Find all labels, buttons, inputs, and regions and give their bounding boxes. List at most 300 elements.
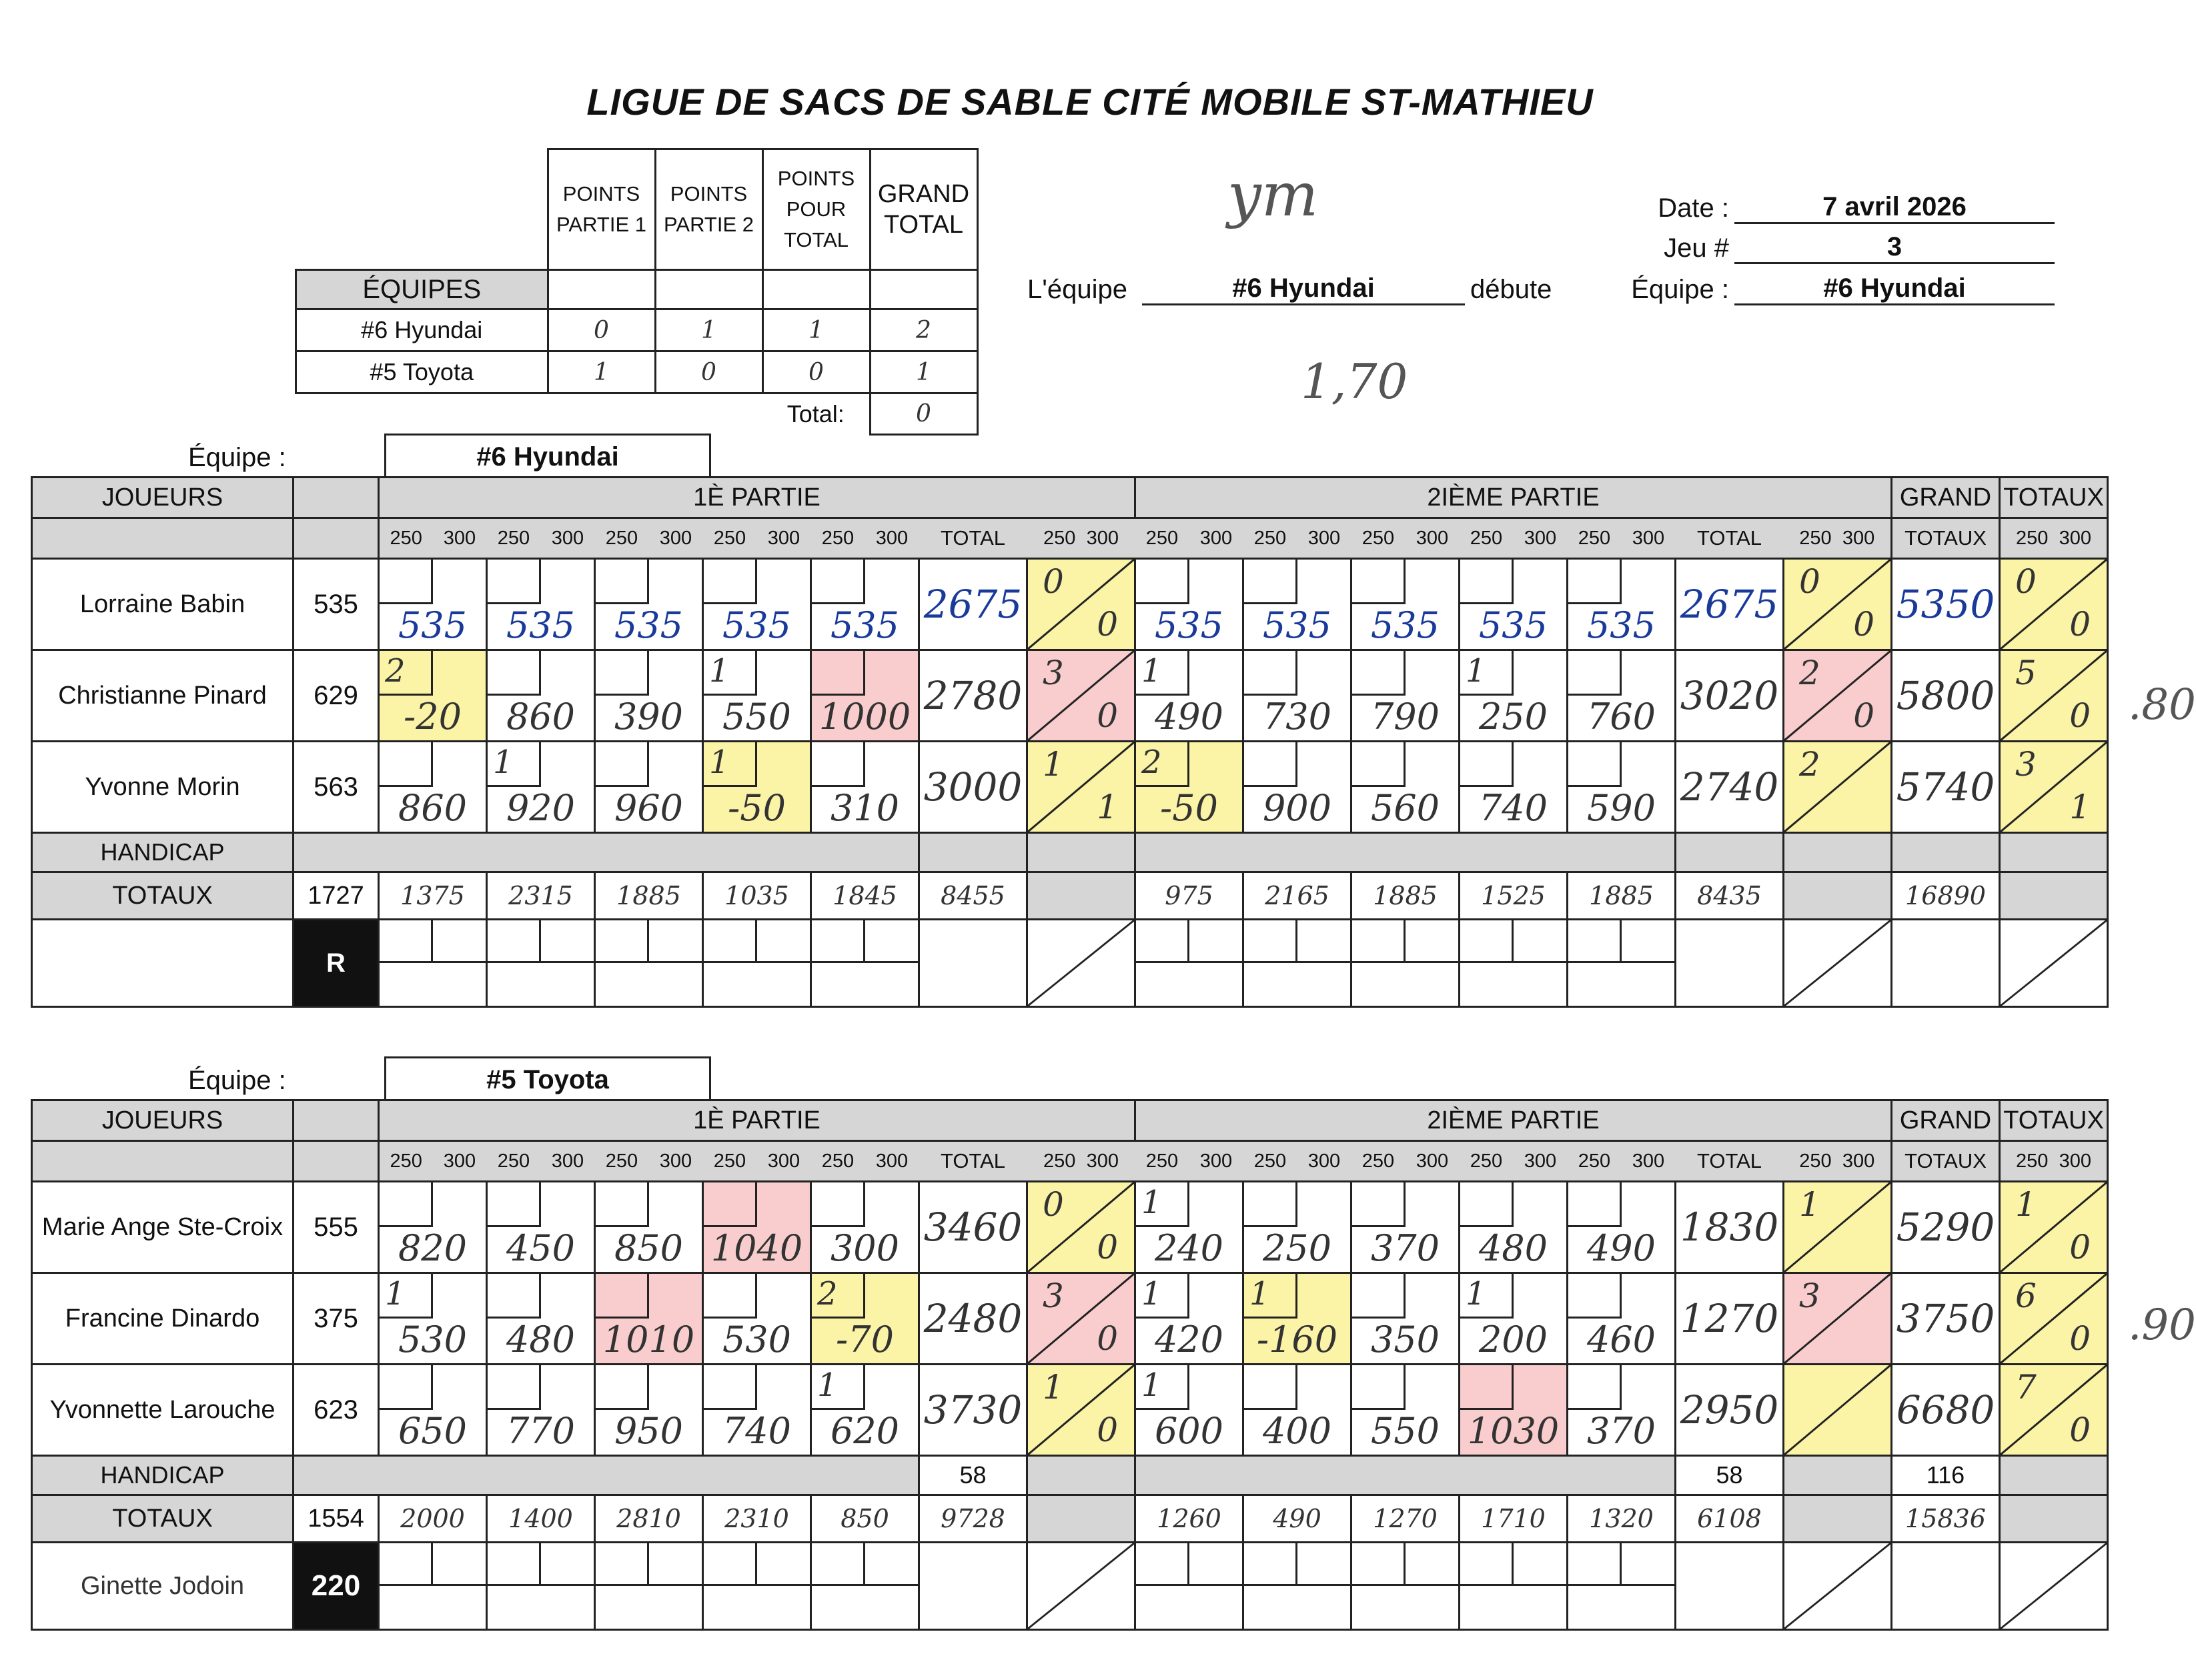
empty-grand-cell — [1892, 1543, 2000, 1630]
game-score: 550 — [1370, 1410, 1440, 1452]
total-score: 1885 — [1351, 872, 1460, 920]
team-name: #6 Hyundai — [296, 309, 548, 351]
game-score-cell — [1568, 650, 1676, 742]
score-300-header: 300 — [865, 1141, 919, 1182]
empty-score-cell — [1135, 1543, 1243, 1630]
handicap-partie1: 58 — [919, 1456, 1027, 1495]
points-value: 0 — [655, 351, 762, 393]
partie-total: 2480 — [919, 1273, 1027, 1365]
score-300-header: 300 — [541, 518, 595, 559]
game-score-cell — [379, 1273, 487, 1365]
empty-points-cell — [1027, 920, 1135, 1007]
empty-total-cell — [919, 1543, 1027, 1630]
total-score: 1845 — [811, 872, 919, 920]
partie-points-cell — [1027, 1182, 1135, 1273]
game-score: 950 — [614, 1410, 684, 1452]
point-mark: 1 — [1141, 1184, 1162, 1221]
player-name: Yvonnette Larouche — [32, 1365, 294, 1456]
totaux-points-cell — [2000, 1273, 2108, 1365]
game-score-cell — [1243, 650, 1351, 742]
points-250: 1 — [2015, 1185, 2037, 1224]
player-name: Francine Dinardo — [32, 1273, 294, 1365]
game-score: 790 — [1370, 696, 1440, 738]
game-score-cell — [1243, 742, 1351, 833]
empty-score-cell — [1568, 920, 1676, 1007]
empty-points-cell — [1027, 1543, 1135, 1630]
points-value: 0 — [762, 351, 870, 393]
empty-score-cell — [1243, 920, 1351, 1007]
game-score-cell — [595, 1182, 703, 1273]
grand-total: 5350 — [1892, 559, 2000, 650]
score-300-header: 300 — [757, 518, 811, 559]
game-score: 1010 — [602, 1319, 695, 1361]
partie-total: 2675 — [919, 559, 1027, 650]
points-250: 6 — [2015, 1277, 2037, 1315]
player-name: Lorraine Babin — [32, 559, 294, 650]
partie-points-cell — [1027, 650, 1135, 742]
game-score: 860 — [506, 696, 576, 738]
partie-total: 3000 — [919, 742, 1027, 833]
total-label: Total: — [786, 400, 845, 428]
player-name: Marie Ange Ste-Croix — [32, 1182, 294, 1273]
empty-score-cell — [1243, 1543, 1351, 1630]
game-score-cell — [1243, 1182, 1351, 1273]
points-300: 1 — [2069, 788, 2091, 826]
total-value: 0 — [870, 393, 977, 435]
totaux-points-cell — [2000, 742, 2108, 833]
game-score: -160 — [1256, 1319, 1338, 1361]
game-score-cell — [703, 1273, 811, 1365]
empty-score-cell — [595, 920, 703, 1007]
score-250-header: 250 — [811, 1141, 865, 1182]
partie-points-cell — [1027, 742, 1135, 833]
game-score-cell — [1135, 1182, 1243, 1273]
starts-prefix: L'équipe — [1027, 275, 1127, 304]
player-handicap: 535 — [294, 559, 379, 650]
reserve-player-name — [32, 920, 294, 1007]
grand-total: 5290 — [1892, 1182, 2000, 1273]
team1-label: Équipe : — [188, 443, 286, 472]
score-300-header: 300 — [1297, 1141, 1351, 1182]
score-250-header: 250 — [595, 518, 649, 559]
game-score-cell — [1568, 1273, 1676, 1365]
header-points-p2: POINTS PARTIE 2 — [655, 149, 762, 270]
empty-score-cell — [703, 1543, 811, 1630]
game-score: 460 — [1586, 1319, 1656, 1361]
game-score: 740 — [1478, 787, 1548, 829]
point-mark: 1 — [385, 1275, 406, 1313]
score-250-header: 250 — [487, 1141, 541, 1182]
point-mark: 2 — [385, 652, 406, 690]
game-score-cell — [1460, 650, 1568, 742]
game-score: 535 — [830, 604, 900, 646]
game-score-cell — [811, 1182, 919, 1273]
starts-suffix: débute — [1470, 275, 1552, 304]
grand-total: 3750 — [1892, 1273, 2000, 1365]
point-mark: 2 — [817, 1275, 838, 1313]
grand-header: GRAND — [1892, 1100, 2000, 1141]
totaux-label: TOTAUX — [32, 1495, 294, 1543]
score-300-header: 300 — [1622, 518, 1676, 559]
score-250-header: 250 — [1135, 1141, 1189, 1182]
game-score-cell — [379, 1182, 487, 1273]
point-mark: 1 — [1466, 1275, 1486, 1313]
points-250: 7 — [2015, 1368, 2037, 1407]
point-mark: 1 — [709, 744, 730, 781]
totaux-label: TOTAUX — [32, 872, 294, 920]
game-score-cell — [811, 1273, 919, 1365]
grand-totaux-header: TOTAUX — [1892, 1141, 2000, 1182]
score-250-header: 250 — [379, 518, 433, 559]
points-250-300-header: 250 300 — [1027, 1141, 1135, 1182]
game-score-cell — [1351, 1365, 1460, 1456]
points-value: 1 — [870, 351, 977, 393]
score-250-header: 250 — [1460, 518, 1514, 559]
partie-total: 3020 — [1676, 650, 1784, 742]
reserve-badge: R — [294, 920, 379, 1007]
page-title: LIGUE DE SACS DE SABLE CITÉ MOBILE ST-MATHIEU — [586, 81, 1594, 123]
points-250: 0 — [1043, 1185, 1064, 1224]
partie-points-cell — [1784, 1273, 1892, 1365]
score-250-header: 250 — [1568, 1141, 1622, 1182]
game-score-cell — [1351, 1182, 1460, 1273]
jeu-label: Jeu # — [1664, 233, 1729, 263]
total-score: 975 — [1135, 872, 1243, 920]
game-score-cell — [595, 650, 703, 742]
total-score: 1320 — [1568, 1495, 1676, 1543]
total-score: 1400 — [487, 1495, 595, 1543]
game-score-cell — [703, 742, 811, 833]
total-score: 1885 — [1568, 872, 1676, 920]
game-score-cell — [379, 1365, 487, 1456]
score-300-header: 300 — [1514, 518, 1568, 559]
score-300-header: 300 — [1189, 518, 1243, 559]
partie-total: 2675 — [1676, 559, 1784, 650]
point-mark: 1 — [817, 1367, 838, 1404]
partie-points-cell — [1027, 559, 1135, 650]
score-300-header: 300 — [1189, 1141, 1243, 1182]
partie-points-cell — [1027, 1365, 1135, 1456]
partie-total: 2950 — [1676, 1365, 1784, 1456]
score-300-header: 300 — [1622, 1141, 1676, 1182]
game-score: 480 — [506, 1319, 576, 1361]
game-score-cell — [379, 650, 487, 742]
game-score-cell — [1460, 742, 1568, 833]
grand-totaux-header: TOTAUX — [1892, 518, 2000, 559]
totaux-handicap: 1554 — [294, 1495, 379, 1543]
game-score-cell — [595, 1273, 703, 1365]
point-mark: 1 — [1141, 652, 1162, 690]
game-score-cell — [1351, 1273, 1460, 1365]
game-score-cell — [1568, 1182, 1676, 1273]
game-score-cell — [1351, 742, 1460, 833]
points-value: 0 — [548, 309, 655, 351]
jeu-value: 3 — [1734, 232, 2055, 264]
game-score-cell — [703, 650, 811, 742]
points-250-300-header: 250 300 — [1784, 1141, 1892, 1182]
game-score-cell — [487, 1273, 595, 1365]
date-value: 7 avril 2026 — [1734, 192, 2055, 224]
game-score: -70 — [836, 1319, 894, 1361]
game-score: 530 — [398, 1319, 468, 1361]
game-score: 560 — [1370, 787, 1440, 829]
game-score-cell — [595, 559, 703, 650]
game-score: 1030 — [1467, 1410, 1560, 1452]
points-value: 1 — [548, 351, 655, 393]
score-250-header: 250 — [703, 1141, 757, 1182]
point-mark: 1 — [1141, 1367, 1162, 1404]
points-250: 1 — [1043, 745, 1064, 784]
game-score: 730 — [1262, 696, 1332, 738]
points-250: 0 — [1043, 562, 1064, 601]
player-handicap: 629 — [294, 650, 379, 742]
grand-header: GRAND — [1892, 478, 2000, 518]
empty-score-cell — [1460, 920, 1568, 1007]
points-value: 1 — [762, 309, 870, 351]
game-score: 535 — [1370, 604, 1440, 646]
point-mark: 1 — [1249, 1275, 1270, 1313]
game-score: 250 — [1478, 696, 1548, 738]
total-score: 850 — [811, 1495, 919, 1543]
game-score: 760 — [1586, 696, 1656, 738]
partie-points-cell — [1784, 650, 1892, 742]
empty-points-cell — [1784, 1543, 1892, 1630]
handicap-grand: 116 — [1892, 1456, 2000, 1495]
score-250-header: 250 — [1568, 518, 1622, 559]
empty-totaux-cell — [2000, 1543, 2108, 1630]
player-name: Yvonne Morin — [32, 742, 294, 833]
game-score-cell — [811, 742, 919, 833]
points-250-300-header: 250 300 — [1027, 518, 1135, 559]
totaux-handicap: 1727 — [294, 872, 379, 920]
score-300-header: 300 — [649, 1141, 703, 1182]
points-300: 0 — [2069, 696, 2091, 735]
starts-team: #6 Hyundai — [1142, 273, 1465, 305]
game-score: 400 — [1262, 1410, 1332, 1452]
score-300-header: 300 — [433, 1141, 487, 1182]
points-250: 3 — [2015, 745, 2037, 784]
partie-total: 1830 — [1676, 1182, 1784, 1273]
total-score: 2000 — [379, 1495, 487, 1543]
points-value: 2 — [870, 309, 977, 351]
game-score: 535 — [722, 604, 792, 646]
game-score-cell — [703, 1182, 811, 1273]
empty-points-cell — [1784, 920, 1892, 1007]
game-score: 240 — [1154, 1227, 1224, 1269]
team-name: #5 Toyota — [296, 351, 548, 393]
totaux-points-cell — [2000, 1182, 2108, 1273]
game-score: 310 — [830, 787, 900, 829]
handicap-label: HANDICAP — [32, 1456, 294, 1495]
empty-score-cell — [703, 920, 811, 1007]
date-label: Date : — [1658, 193, 1729, 223]
points-250: 0 — [1799, 562, 1820, 601]
score-300-header: 300 — [1406, 1141, 1460, 1182]
empty-total-cell — [1676, 920, 1784, 1007]
score-300-header: 300 — [757, 1141, 811, 1182]
points-300: 0 — [1097, 696, 1118, 735]
totaux-points-cell — [2000, 559, 2108, 650]
total-partie1: 9728 — [919, 1495, 1027, 1543]
player-handicap: 563 — [294, 742, 379, 833]
game-score: 490 — [1154, 696, 1224, 738]
game-score: 535 — [1478, 604, 1548, 646]
game-score: 490 — [1586, 1227, 1656, 1269]
total-grand: 16890 — [1892, 872, 2000, 920]
team1-name: #6 Hyundai — [384, 434, 711, 480]
score-250-header: 250 — [1351, 1141, 1406, 1182]
partie-points-cell — [1027, 1273, 1135, 1365]
game-score-cell — [1135, 1273, 1243, 1365]
game-score: 350 — [1370, 1319, 1440, 1361]
game-score-cell — [1243, 1365, 1351, 1456]
game-score-cell — [1351, 559, 1460, 650]
game-score-cell — [487, 559, 595, 650]
game-score: 770 — [506, 1410, 576, 1452]
totaux-250-300-header: 250 300 — [2000, 518, 2108, 559]
empty-total-cell — [919, 920, 1027, 1007]
score-250-header: 250 — [1351, 518, 1406, 559]
header-points-p1: POINTS PARTIE 1 — [548, 149, 655, 270]
game-score: 920 — [506, 787, 576, 829]
game-score: 370 — [1586, 1410, 1656, 1452]
empty-score-cell — [1351, 1543, 1460, 1630]
points-250: 5 — [2015, 654, 2037, 692]
score-250-header: 250 — [595, 1141, 649, 1182]
joueurs-header: JOUEURS — [32, 478, 294, 518]
total-score: 1270 — [1351, 1495, 1460, 1543]
game-score: 740 — [722, 1410, 792, 1452]
team2-score-table — [31, 1099, 2112, 1631]
empty-score-cell — [487, 1543, 595, 1630]
game-score: 900 — [1262, 787, 1332, 829]
total-header: TOTAL — [919, 518, 1027, 559]
total-partie2: 6108 — [1676, 1495, 1784, 1543]
game-score: 535 — [398, 604, 468, 646]
empty-score-cell — [379, 1543, 487, 1630]
game-score: 535 — [1154, 604, 1224, 646]
game-score-cell — [1135, 650, 1243, 742]
initials-signature: ym — [1227, 160, 1319, 230]
empty-score-cell — [811, 920, 919, 1007]
game-score: 390 — [614, 696, 684, 738]
total-score: 490 — [1243, 1495, 1351, 1543]
total-partie1: 8455 — [919, 872, 1027, 920]
game-score: 600 — [1154, 1410, 1224, 1452]
player-name: Christianne Pinard — [32, 650, 294, 742]
points-300: 0 — [2069, 605, 2091, 644]
handicap-partie2: 58 — [1676, 1456, 1784, 1495]
partie-total: 2780 — [919, 650, 1027, 742]
game-score-cell — [379, 559, 487, 650]
game-score: 420 — [1154, 1319, 1224, 1361]
grand-total: 5740 — [1892, 742, 2000, 833]
total-score: 2810 — [595, 1495, 703, 1543]
team2-name: #5 Toyota — [384, 1056, 711, 1103]
point-mark: 1 — [1466, 652, 1486, 690]
game-score-cell — [811, 559, 919, 650]
header-grand-total: GRAND TOTAL — [870, 149, 977, 270]
score-300-header: 300 — [541, 1141, 595, 1182]
points-300: 0 — [1097, 1228, 1118, 1267]
game-score-cell — [487, 650, 595, 742]
equipes-table — [295, 148, 979, 436]
game-score-cell — [595, 1365, 703, 1456]
total-partie2: 8435 — [1676, 872, 1784, 920]
game-score: 450 — [506, 1227, 576, 1269]
game-score-cell — [379, 742, 487, 833]
game-score-cell — [1460, 1182, 1568, 1273]
total-header: TOTAL — [919, 1141, 1027, 1182]
game-score: 1000 — [818, 696, 911, 738]
point-mark: 2 — [1141, 744, 1162, 781]
partie1-header: 1È PARTIE — [379, 478, 1135, 518]
points-300: 0 — [1097, 1411, 1118, 1449]
points-300: 0 — [1853, 605, 1874, 644]
handicap-label: HANDICAP — [32, 833, 294, 872]
score-300-header: 300 — [865, 518, 919, 559]
partie-total: 3460 — [919, 1182, 1027, 1273]
game-score: 370 — [1370, 1227, 1440, 1269]
game-score-cell — [1568, 1365, 1676, 1456]
total-header: TOTAL — [1676, 518, 1784, 559]
score-300-header: 300 — [1406, 518, 1460, 559]
game-score: 200 — [1478, 1319, 1548, 1361]
score-250-header: 250 — [1243, 518, 1297, 559]
joueurs-header: JOUEURS — [32, 1100, 294, 1141]
game-score: 250 — [1262, 1227, 1332, 1269]
reserve-player-name: Ginette Jodoin — [32, 1543, 294, 1630]
header-equipes: ÉQUIPES — [296, 270, 548, 309]
points-300: 0 — [1853, 696, 1874, 735]
empty-score-cell — [1135, 920, 1243, 1007]
partie-points-cell — [1784, 1182, 1892, 1273]
empty-score-cell — [595, 1543, 703, 1630]
empty-grand-cell — [1892, 920, 2000, 1007]
points-250: 2 — [1799, 745, 1820, 784]
points-300: 0 — [1097, 605, 1118, 644]
partie2-header: 2IÈME PARTIE — [1135, 478, 1892, 518]
points-250: 2 — [1799, 654, 1820, 692]
game-score-cell — [1568, 742, 1676, 833]
score-250-header: 250 — [1135, 518, 1189, 559]
side-note: .90 — [2128, 1301, 2196, 1350]
game-score-cell — [487, 1365, 595, 1456]
game-score-cell — [703, 1365, 811, 1456]
point-mark: 1 — [1141, 1275, 1162, 1313]
points-300: 1 — [1097, 788, 1118, 826]
score-250-header: 250 — [703, 518, 757, 559]
game-score-cell — [1460, 1365, 1568, 1456]
points-250: 1 — [1799, 1185, 1820, 1224]
player-handicap: 555 — [294, 1182, 379, 1273]
score-250-header: 250 — [1243, 1141, 1297, 1182]
totaux-250-300-header: 250 300 — [2000, 1141, 2108, 1182]
totaux-header: TOTAUX — [2000, 478, 2108, 518]
game-score: 300 — [830, 1227, 900, 1269]
team2-label: Équipe : — [188, 1066, 286, 1095]
game-score: 530 — [722, 1319, 792, 1361]
point-mark: 1 — [709, 652, 730, 690]
empty-score-cell — [1568, 1543, 1676, 1630]
game-score: 550 — [722, 696, 792, 738]
game-score: 535 — [1586, 604, 1656, 646]
game-score-cell — [1135, 559, 1243, 650]
player-handicap: 375 — [294, 1273, 379, 1365]
game-score-cell — [1243, 559, 1351, 650]
grand-total: 5800 — [1892, 650, 2000, 742]
game-score: -50 — [1160, 787, 1218, 829]
